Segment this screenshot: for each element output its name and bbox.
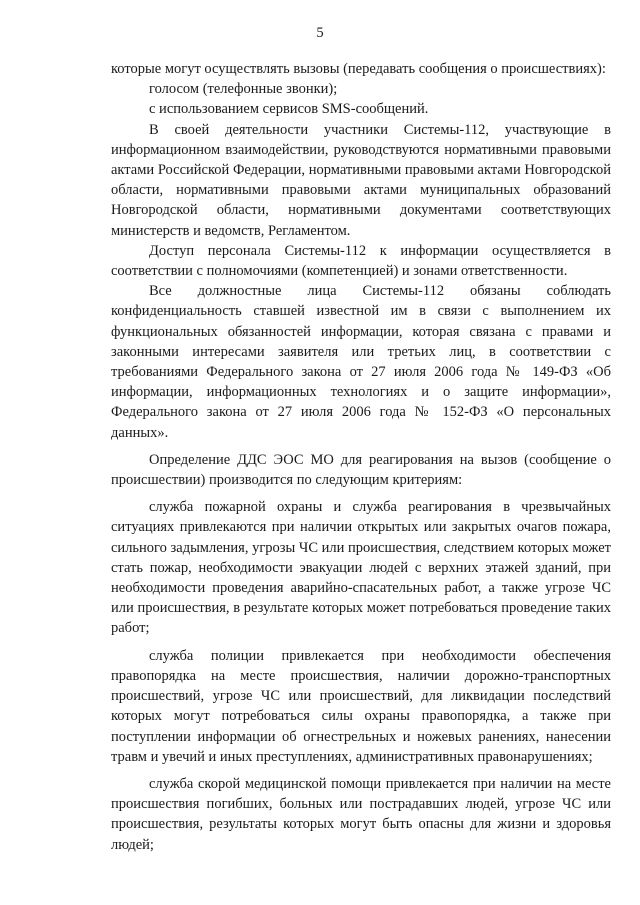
paragraph-confidentiality: Все должностные лица Системы-112 обязаны соблюдать конфиденциальность ставшей известной им в связи с выполнением их функциональных обязанностей информации, которая связана с правами и законными интересами заявителя или третьих лиц, в соответствии с требованиями Федерального закона от 27 июля 2006 года № 149-ФЗ «Об информации, информационных технологиях и о защите информации», Федерального закона от 27 июля 2006 года № 152-ФЗ «О персональных данных».	[111, 283, 611, 441]
paragraph-ambulance-service: служба скорой медицинской помощи привлекается при наличии на месте происшествия погибших, больных или пострадавших людей, угрозе ЧС или происшествия, результаты которых могут быть опасны для жизни и здоровья людей;	[111, 775, 611, 853]
paragraph-regulations: В своей деятельности участники Системы-112, участвующие в информационном взаимодействии, руководствуются нормативными правовыми актами Российской Федерации, нормативными правовыми актами Новгородской области, нормативными правовыми актами муниципальных образований Новгородской области, нормативными документами соответствующих министерств и ведомств, Регламентом.	[111, 121, 611, 239]
paragraph-police-service: служба полиции привлекается при необходимости обеспечения правопорядка на месте происшествия, наличии дорожно-транспортных происшествий, угрозе ЧС или происшествий, для ликвидации последствий которых могут потребоваться силы охраны правопорядка, а также при поступлении информации об огнестрельных и ножевых ранениях, нанесении травм и увечий и иных преступлениях, административных правонарушениях;	[111, 647, 611, 765]
document-body	[111, 59, 611, 855]
page-number: 5	[316, 25, 324, 41]
paragraph-voice: голосом (телефонные звонки);	[149, 81, 338, 98]
paragraph-access: Доступ персонала Системы-112 к информации осуществляется в соответствии с полномочиями (компетенцией) и зонами ответственности.	[111, 242, 611, 280]
paragraph-sms: с использованием сервисов SMS-сообщений.	[149, 101, 429, 118]
paragraph-criteria: Определение ДДС ЭОС МО для реагирования на вызов (сообщение о происшествии) производится по следующим критериям:	[111, 451, 611, 489]
paragraph-fire-service: служба пожарной охраны и служба реагирования в чрезвычайных ситуациях привлекаются при наличии открытых или закрытых очагов пожара, сильного задымления, угрозы ЧС или происшествия, следствием которых может стать пожар, необходимости эвакуации людей с верхних этажей зданий, при необходимости проведения аварийно-спасательных работ, а также угрозе ЧС или происшествия, в результате которых может потребоваться проведение таких работ;	[111, 499, 611, 637]
paragraph-callers: которые могут осуществлять вызовы (передавать сообщения о происшествиях):	[111, 61, 606, 77]
